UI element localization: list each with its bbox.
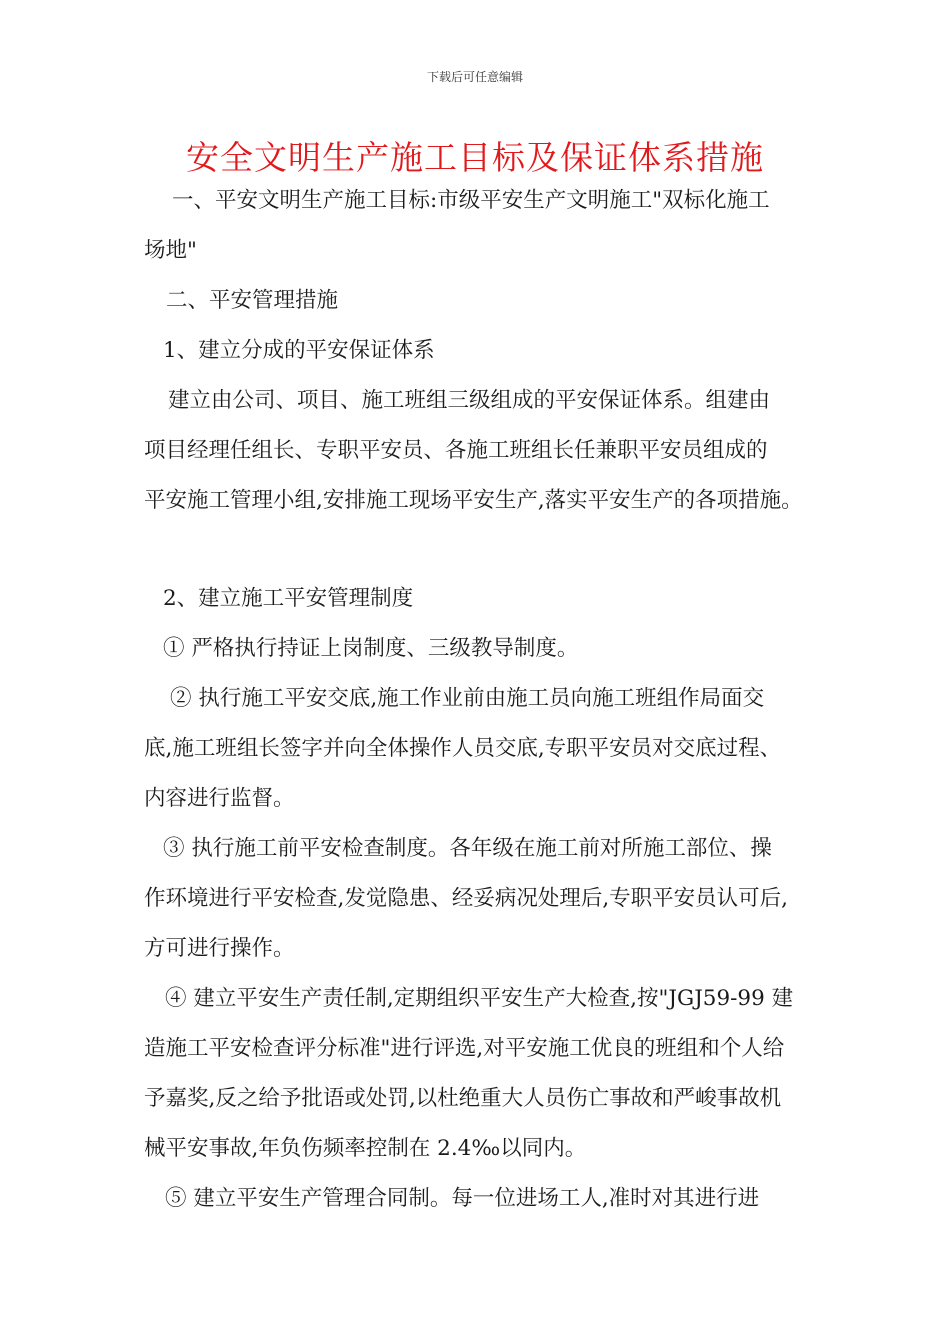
paragraph-line: 建立由公司、项目、施工班组三级组成的平安保证体系。组建由 bbox=[168, 388, 771, 413]
list-item: ③ 执行施工前平安检查制度。各年级在施工前对所施工部位、操 bbox=[163, 836, 772, 861]
section-1-heading: 一、平安文明生产施工目标:市级平安生产文明施工"双标化施工 bbox=[172, 188, 770, 213]
list-item: ④ 建立平安生产责任制,定期组织平安生产大检查,按"JGJ59-99 建 bbox=[165, 986, 794, 1011]
subsection-2-heading: 2、建立施工平安管理制度 bbox=[163, 586, 414, 611]
list-item-cont: 作环境进行平安检查,发觉隐患、经妥病况处理后,专职平安员认可后, bbox=[144, 886, 789, 911]
list-item-cont: 方可进行操作。 bbox=[144, 936, 295, 961]
paragraph-line: 平安施工管理小组,安排施工现场平安生产,落实平安生产的各项措施。 bbox=[144, 488, 803, 513]
document-title: 安全文明生产施工目标及保证体系措施 bbox=[186, 138, 764, 177]
list-item-cont: 内容进行监督。 bbox=[144, 786, 295, 811]
list-item: ① 严格执行持证上岗制度、三级教导制度。 bbox=[163, 636, 579, 661]
page-header-note: 下载后可任意编辑 bbox=[426, 70, 523, 84]
list-item-cont: 械平安事故,年负伤频率控制在 2.4‰以同内。 bbox=[144, 1136, 587, 1161]
list-item: ⑤ 建立平安生产管理合同制。每一位进场工人,准时对其进行进 bbox=[165, 1186, 760, 1211]
section-2-heading: 二、平安管理措施 bbox=[166, 288, 339, 313]
list-item-cont: 底,施工班组长签字并向全体操作人员交底,专职平安员对交底过程、 bbox=[144, 736, 782, 761]
subsection-1-heading: 1、建立分成的平安保证体系 bbox=[163, 338, 435, 363]
section-1-heading-cont: 场地" bbox=[144, 238, 197, 263]
paragraph-line: 项目经理任组长、专职平安员、各施工班组长任兼职平安员组成的 bbox=[144, 438, 768, 463]
list-item: ② 执行施工平安交底,施工作业前由施工员向施工班组作局面交 bbox=[170, 686, 765, 711]
list-item-cont: 予嘉奖,反之给予批语或处罚,以杜绝重大人员伤亡事故和严峻事故机 bbox=[144, 1086, 782, 1111]
list-item-cont: 造施工平安检查评分标准"进行评选,对平安施工优良的班组和个人给 bbox=[144, 1036, 785, 1061]
